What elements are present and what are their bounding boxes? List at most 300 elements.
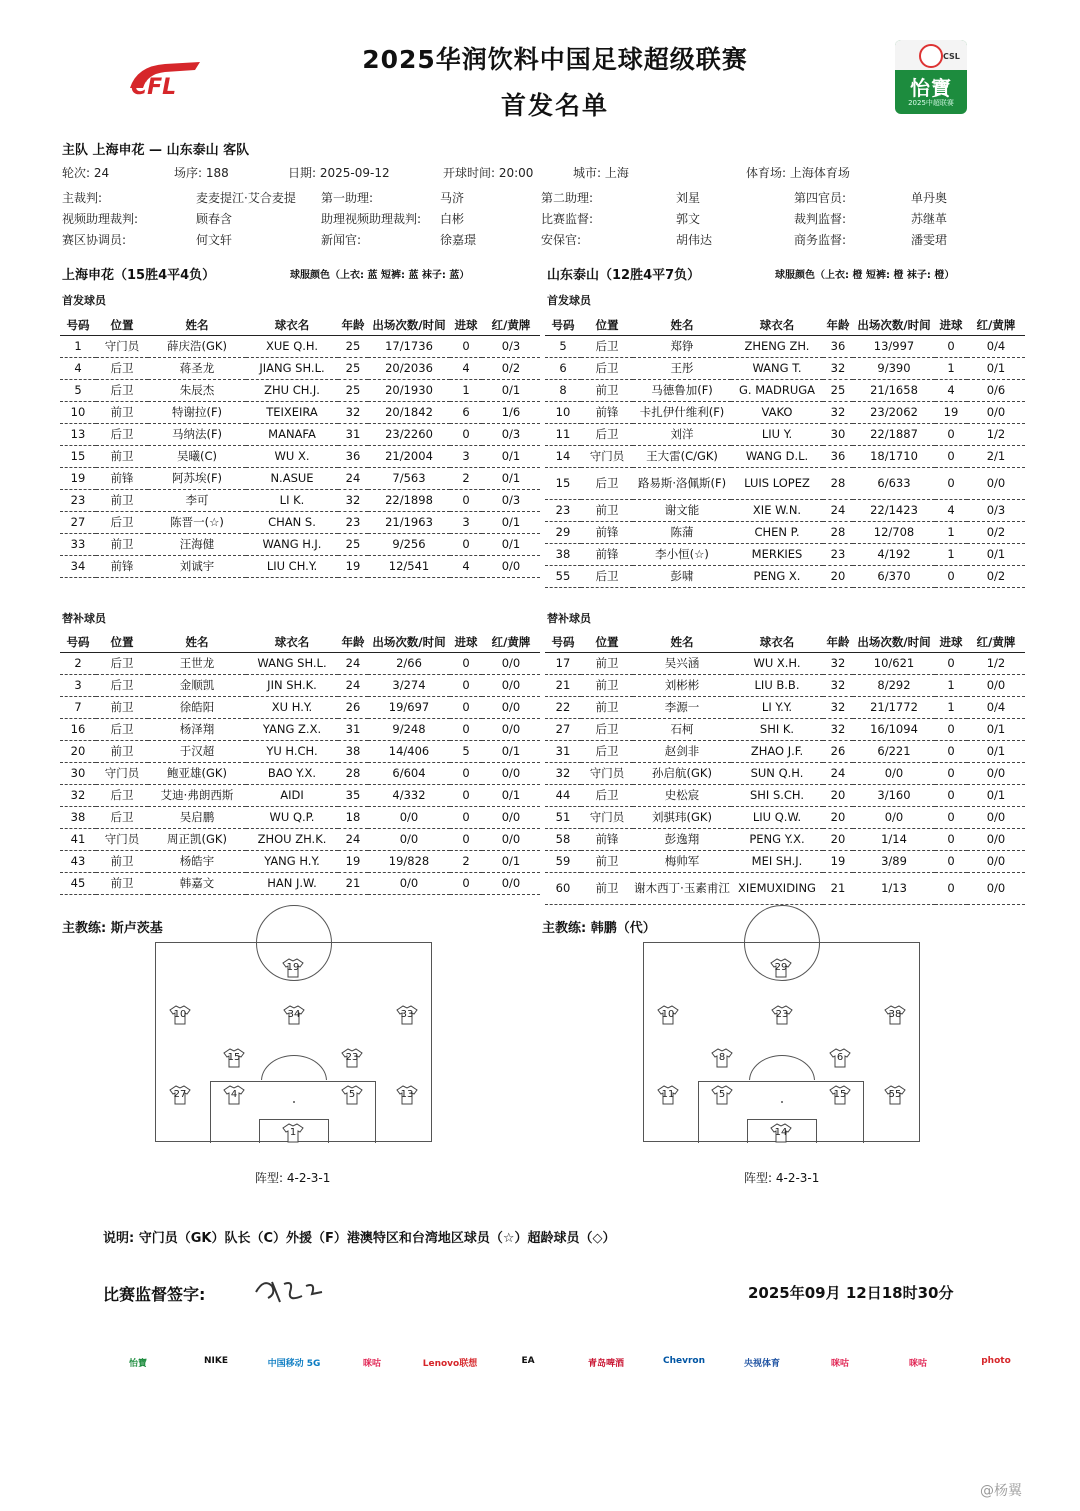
cell-age: 36 [823, 335, 853, 357]
cell-apps: 6/221 [853, 740, 935, 762]
table-row [545, 652, 1025, 674]
cell-goals: 1 [935, 521, 967, 543]
official-label: 助理视频助理裁判: [321, 212, 422, 226]
table-header-row [545, 632, 1025, 652]
cell-age: 25 [823, 379, 853, 401]
cell-goals: 3 [450, 445, 482, 467]
player-shirt-icon [884, 1005, 906, 1025]
cell-shirt-name: WANG H.J. [246, 533, 338, 555]
player-shirt-icon [829, 1048, 851, 1068]
csl-logo: CSL 怡寶 2025中超联赛 [895, 40, 967, 114]
column-header: 球衣名 [731, 632, 823, 652]
cell-name: 彭啸 [633, 565, 731, 587]
sponsor-name: NIKE [203, 1356, 228, 1366]
player-shirt-icon [884, 1085, 906, 1105]
cell-shirt-name: JIN SH.K. [246, 674, 338, 696]
shirt-number: 15 [227, 1052, 241, 1063]
cell-age: 36 [823, 445, 853, 467]
cell-age: 25 [338, 533, 368, 555]
cell-apps: 23/2260 [368, 423, 450, 445]
home-coach: 主教练: 斯卢茨基 [62, 921, 163, 936]
cell-goals: 0 [450, 696, 482, 718]
cell-number: 30 [60, 762, 96, 784]
sponsor-logo [958, 1344, 1034, 1384]
cell-shirt-name: WU Q.P. [246, 806, 338, 828]
cell-age: 25 [338, 335, 368, 357]
cell-number: 3 [60, 674, 96, 696]
table-row [60, 533, 540, 555]
player-shirt-icon [169, 1085, 191, 1105]
cell-goals: 0 [935, 652, 967, 674]
cell-goals: 0 [935, 872, 967, 904]
player-shirt-icon [770, 958, 792, 978]
table-row [60, 467, 540, 489]
sponsor-logo [490, 1344, 566, 1384]
sponsor-logo [256, 1344, 332, 1384]
cell-name: 王世龙 [148, 652, 246, 674]
cell-cards: 2/1 [967, 445, 1025, 467]
cell-position: 后卫 [96, 511, 148, 533]
shirt-number: 29 [774, 962, 788, 973]
cell-position: 前锋 [581, 401, 633, 423]
column-header: 进球 [935, 315, 967, 335]
cell-shirt-name: ZHU CH.J. [246, 379, 338, 401]
shirt-number: 15 [833, 1089, 847, 1100]
column-header: 球衣名 [246, 632, 338, 652]
table-row [60, 401, 540, 423]
home-subs-table [60, 632, 540, 895]
column-header: 年龄 [338, 315, 368, 335]
column-header: 号码 [60, 632, 96, 652]
official-value: 潘雯珺 [911, 233, 948, 247]
cell-goals: 0 [935, 784, 967, 806]
cell-name: 阿苏埃(F) [148, 467, 246, 489]
cell-position: 前卫 [581, 674, 633, 696]
table-row [60, 555, 540, 577]
cell-position: 守门员 [96, 335, 148, 357]
cell-position: 前锋 [581, 543, 633, 565]
sponsor-name: 怡寶 [128, 1359, 147, 1369]
cell-name: 王彤 [633, 357, 731, 379]
cell-position: 前卫 [581, 872, 633, 904]
official-label: 主裁判: [62, 191, 103, 205]
cell-number: 15 [545, 467, 581, 499]
cell-name: 史松宸 [633, 784, 731, 806]
player-shirt-icon [771, 1005, 793, 1025]
cell-cards: 0/2 [967, 521, 1025, 543]
cell-name: 韩嘉文 [148, 872, 246, 894]
sponsor-name: EA [521, 1356, 535, 1366]
cell-number: 38 [60, 806, 96, 828]
cell-position: 后卫 [96, 674, 148, 696]
player-shirt-icon [283, 1005, 305, 1025]
official-value: 顾春含 [196, 212, 233, 226]
cell-number: 27 [545, 718, 581, 740]
column-header: 号码 [545, 315, 581, 335]
cell-number: 1 [60, 335, 96, 357]
official-label: 第一助理: [321, 191, 374, 205]
cell-shirt-name: WU X. [246, 445, 338, 467]
table-row [60, 828, 540, 850]
cell-name: 周正凯(GK) [148, 828, 246, 850]
cell-age: 20 [823, 565, 853, 587]
round: 轮次: 24 [62, 166, 110, 180]
cell-name: 蒋圣龙 [148, 357, 246, 379]
table-row [60, 784, 540, 806]
cell-shirt-name: XU H.Y. [246, 696, 338, 718]
shirt-number: 13 [400, 1089, 414, 1100]
cell-shirt-name: JIANG SH.L. [246, 357, 338, 379]
cell-position: 前卫 [581, 696, 633, 718]
cell-goals: 4 [935, 379, 967, 401]
cell-name: 梅帅军 [633, 850, 731, 872]
cell-goals: 0 [450, 533, 482, 555]
cell-number: 31 [545, 740, 581, 762]
cell-position: 前锋 [581, 521, 633, 543]
cell-age: 20 [823, 806, 853, 828]
official-value: 郭文 [676, 212, 701, 226]
official-value: 何文轩 [196, 233, 233, 247]
cell-shirt-name: BAO Y.X. [246, 762, 338, 784]
cell-shirt-name: MERKIES [731, 543, 823, 565]
cell-position: 后卫 [581, 467, 633, 499]
cell-cards: 0/1 [967, 718, 1025, 740]
cell-shirt-name: YU H.CH. [246, 740, 338, 762]
cell-name: 彭逸翔 [633, 828, 731, 850]
cell-goals: 0 [450, 335, 482, 357]
cell-apps: 18/1710 [853, 445, 935, 467]
official-value: 单丹奥 [911, 191, 948, 205]
cell-apps: 20/1842 [368, 401, 450, 423]
table-row [60, 850, 540, 872]
match-number: 场序: 188 [174, 166, 229, 180]
cell-apps: 0/0 [368, 872, 450, 894]
cell-number: 22 [545, 696, 581, 718]
cell-cards: 0/1 [482, 511, 540, 533]
cell-shirt-name: VAKO [731, 401, 823, 423]
away-coach: 主教练: 韩鹏（代） [542, 921, 656, 936]
cell-shirt-name: WANG D.L. [731, 445, 823, 467]
cell-name: 杨泽翔 [148, 718, 246, 740]
cell-age: 31 [338, 718, 368, 740]
player-shirt-icon [711, 1048, 733, 1068]
shirt-number: 10 [661, 1009, 675, 1020]
shirt-number: 55 [888, 1089, 902, 1100]
cell-name: 刘诚宇 [148, 555, 246, 577]
cell-goals: 0 [450, 718, 482, 740]
table-row [545, 696, 1025, 718]
table-row [545, 499, 1025, 521]
cell-name: 刘骐玮(GK) [633, 806, 731, 828]
cell-apps: 12/541 [368, 555, 450, 577]
cell-cards: 0/1 [482, 467, 540, 489]
cell-number: 8 [545, 379, 581, 401]
column-header: 红/黄牌 [967, 632, 1025, 652]
cell-shirt-name: YANG Z.X. [246, 718, 338, 740]
cell-number: 13 [60, 423, 96, 445]
column-header: 姓名 [633, 315, 731, 335]
cell-cards: 0/0 [482, 696, 540, 718]
table-row [60, 652, 540, 674]
column-header: 年龄 [338, 632, 368, 652]
player-shirt-icon [223, 1048, 245, 1068]
cell-position: 前卫 [96, 740, 148, 762]
player-shirt-icon [169, 1005, 191, 1025]
cell-number: 2 [60, 652, 96, 674]
cell-age: 25 [338, 379, 368, 401]
cell-cards: 0/3 [482, 423, 540, 445]
cell-cards: 0/0 [482, 872, 540, 894]
cell-cards: 1/2 [967, 423, 1025, 445]
cell-cards: 0/1 [482, 850, 540, 872]
cell-cards: 0/0 [482, 652, 540, 674]
cell-goals: 4 [935, 499, 967, 521]
cell-number: 20 [60, 740, 96, 762]
cell-position: 后卫 [581, 423, 633, 445]
column-header: 红/黄牌 [967, 315, 1025, 335]
signature-label: 比赛监督签字: [103, 1285, 206, 1304]
shirt-number: 38 [888, 1009, 902, 1020]
cell-goals: 0 [935, 423, 967, 445]
cell-position: 前卫 [581, 652, 633, 674]
sponsor-name: photo [981, 1356, 1011, 1366]
cell-goals: 0 [450, 784, 482, 806]
cell-number: 41 [60, 828, 96, 850]
cell-age: 20 [823, 784, 853, 806]
cell-name: 马纳法(F) [148, 423, 246, 445]
cell-goals: 0 [450, 762, 482, 784]
cell-age: 28 [823, 521, 853, 543]
cell-age: 31 [338, 423, 368, 445]
cell-cards: 0/1 [482, 533, 540, 555]
cell-goals: 0 [935, 762, 967, 784]
cell-goals: 0 [935, 335, 967, 357]
cell-cards: 0/1 [967, 543, 1025, 565]
cell-age: 32 [823, 652, 853, 674]
cell-shirt-name: TEIXEIRA [246, 401, 338, 423]
table-row [545, 740, 1025, 762]
cell-cards: 0/0 [482, 674, 540, 696]
cell-shirt-name: AIDI [246, 784, 338, 806]
cell-number: 15 [60, 445, 96, 467]
player-shirt-icon [396, 1085, 418, 1105]
cell-apps: 8/292 [853, 674, 935, 696]
cell-number: 43 [60, 850, 96, 872]
cell-number: 29 [545, 521, 581, 543]
cell-cards: 0/4 [967, 335, 1025, 357]
cell-name: 石柯 [633, 718, 731, 740]
cell-apps: 22/1887 [853, 423, 935, 445]
table-row [545, 357, 1025, 379]
cell-number: 6 [545, 357, 581, 379]
cell-number: 23 [60, 489, 96, 511]
shirt-number: 11 [661, 1089, 675, 1100]
away-subs-table [545, 632, 1025, 905]
shirt-number: 10 [173, 1009, 187, 1020]
cell-name: 鲍亚雄(GK) [148, 762, 246, 784]
table-row [60, 762, 540, 784]
cell-apps: 9/390 [853, 357, 935, 379]
cell-position: 后卫 [96, 423, 148, 445]
cell-goals: 0 [450, 806, 482, 828]
cell-age: 38 [338, 740, 368, 762]
cell-shirt-name: XIE W.N. [731, 499, 823, 521]
shirt-number: 5 [718, 1089, 726, 1100]
sponsor-logo [646, 1344, 722, 1384]
cell-apps: 0/0 [368, 806, 450, 828]
cell-goals: 0 [450, 828, 482, 850]
cell-position: 后卫 [96, 806, 148, 828]
cell-apps: 21/2004 [368, 445, 450, 467]
table-row [545, 784, 1025, 806]
cell-cards: 1/6 [482, 401, 540, 423]
away-team-name: 山东泰山（12胜4平7负） [547, 268, 701, 283]
cell-name: 金顺凯 [148, 674, 246, 696]
cell-apps: 6/370 [853, 565, 935, 587]
player-shirt-icon [223, 1085, 245, 1105]
cell-position: 后卫 [581, 740, 633, 762]
player-shirt-icon [657, 1085, 679, 1105]
cell-apps: 19/697 [368, 696, 450, 718]
cell-age: 24 [338, 674, 368, 696]
cell-name: 艾迪·弗朗西斯 [148, 784, 246, 806]
official-label: 商务监督: [794, 233, 847, 247]
cell-age: 20 [823, 828, 853, 850]
shirt-number: 4 [230, 1089, 238, 1100]
cell-number: 17 [545, 652, 581, 674]
signature [250, 1272, 330, 1308]
column-header: 号码 [60, 315, 96, 335]
table-row [60, 740, 540, 762]
cell-name: 于汉超 [148, 740, 246, 762]
cell-name: 王大雷(C/GK) [633, 445, 731, 467]
sponsor-logo [724, 1344, 800, 1384]
cell-apps: 21/1658 [853, 379, 935, 401]
official-label: 比赛监督: [541, 212, 594, 226]
column-header: 出场次数/时间 [853, 632, 935, 652]
column-header: 出场次数/时间 [853, 315, 935, 335]
cell-goals: 2 [450, 850, 482, 872]
header [0, 0, 1080, 130]
cell-cards: 0/6 [967, 379, 1025, 401]
shirt-number: 23 [775, 1009, 789, 1020]
official-value: 刘星 [676, 191, 701, 205]
city: 城市: 上海 [573, 166, 629, 180]
cell-apps: 3/160 [853, 784, 935, 806]
shirt-number: 23 [345, 1052, 359, 1063]
cell-number: 10 [60, 401, 96, 423]
table-row [545, 445, 1025, 467]
cell-apps: 3/89 [853, 850, 935, 872]
cell-name: 吴曦(C) [148, 445, 246, 467]
cell-shirt-name: XIEMUXIDING [731, 872, 823, 904]
cell-cards: 0/0 [482, 718, 540, 740]
cell-position: 后卫 [581, 335, 633, 357]
table-row [545, 401, 1025, 423]
cell-shirt-name: ZHENG ZH. [731, 335, 823, 357]
cell-cards: 0/0 [482, 555, 540, 577]
cell-number: 45 [60, 872, 96, 894]
cell-position: 后卫 [96, 357, 148, 379]
cell-goals: 1 [450, 379, 482, 401]
cell-age: 32 [823, 696, 853, 718]
table-row [60, 511, 540, 533]
cell-age: 24 [823, 499, 853, 521]
cell-age: 25 [338, 357, 368, 379]
cell-apps: 23/2062 [853, 401, 935, 423]
match-date: 日期: 2025-09-12 [288, 166, 390, 180]
cell-age: 23 [338, 511, 368, 533]
cell-position: 前卫 [581, 499, 633, 521]
cell-name: 郑铮 [633, 335, 731, 357]
cell-goals: 0 [935, 467, 967, 499]
cell-shirt-name: ZHOU ZH.K. [246, 828, 338, 850]
kickoff-time: 开球时间: 20:00 [443, 166, 534, 180]
cell-age: 30 [823, 423, 853, 445]
cell-name: 路易斯·洛佩斯(F) [633, 467, 731, 499]
sponsor-logo [100, 1344, 176, 1384]
cell-age: 24 [338, 828, 368, 850]
cell-position: 前卫 [96, 489, 148, 511]
cell-position: 后卫 [581, 718, 633, 740]
cell-apps: 9/256 [368, 533, 450, 555]
cell-shirt-name: ZHAO J.F. [731, 740, 823, 762]
column-header: 位置 [581, 632, 633, 652]
column-header: 年龄 [823, 315, 853, 335]
column-header: 出场次数/时间 [368, 315, 450, 335]
cell-position: 守门员 [581, 762, 633, 784]
player-shirt-icon [341, 1085, 363, 1105]
column-header: 进球 [935, 632, 967, 652]
table-header-row [545, 315, 1025, 335]
table-row [545, 467, 1025, 499]
table-row [60, 445, 540, 467]
official-value: 胡伟达 [676, 233, 713, 247]
cell-cards: 0/0 [482, 828, 540, 850]
column-header: 年龄 [823, 632, 853, 652]
cell-apps: 22/1423 [853, 499, 935, 521]
player-shirt-icon [657, 1005, 679, 1025]
cell-shirt-name: LIU B.B. [731, 674, 823, 696]
cell-cards: 0/0 [967, 674, 1025, 696]
cell-position: 后卫 [96, 379, 148, 401]
cell-shirt-name: LUIS LOPEZ [731, 467, 823, 499]
cell-position: 后卫 [581, 784, 633, 806]
player-shirt-icon [282, 1123, 304, 1143]
cell-goals: 0 [450, 674, 482, 696]
cell-apps: 13/997 [853, 335, 935, 357]
cell-age: 21 [823, 872, 853, 904]
official-value: 苏继革 [911, 212, 948, 226]
cell-name: 陈蒲 [633, 521, 731, 543]
cell-position: 后卫 [96, 718, 148, 740]
table-row [545, 335, 1025, 357]
official-label: 第四官员: [794, 191, 847, 205]
cell-number: 32 [60, 784, 96, 806]
column-header: 红/黄牌 [482, 315, 540, 335]
cell-goals: 1 [935, 543, 967, 565]
cell-age: 32 [823, 674, 853, 696]
cell-goals: 1 [935, 674, 967, 696]
cell-number: 11 [545, 423, 581, 445]
cell-shirt-name: PENG X. [731, 565, 823, 587]
cell-number: 60 [545, 872, 581, 904]
cell-number: 5 [545, 335, 581, 357]
cell-apps: 21/1963 [368, 511, 450, 533]
column-header: 位置 [581, 315, 633, 335]
cell-age: 24 [823, 762, 853, 784]
cell-cards: 0/0 [967, 850, 1025, 872]
